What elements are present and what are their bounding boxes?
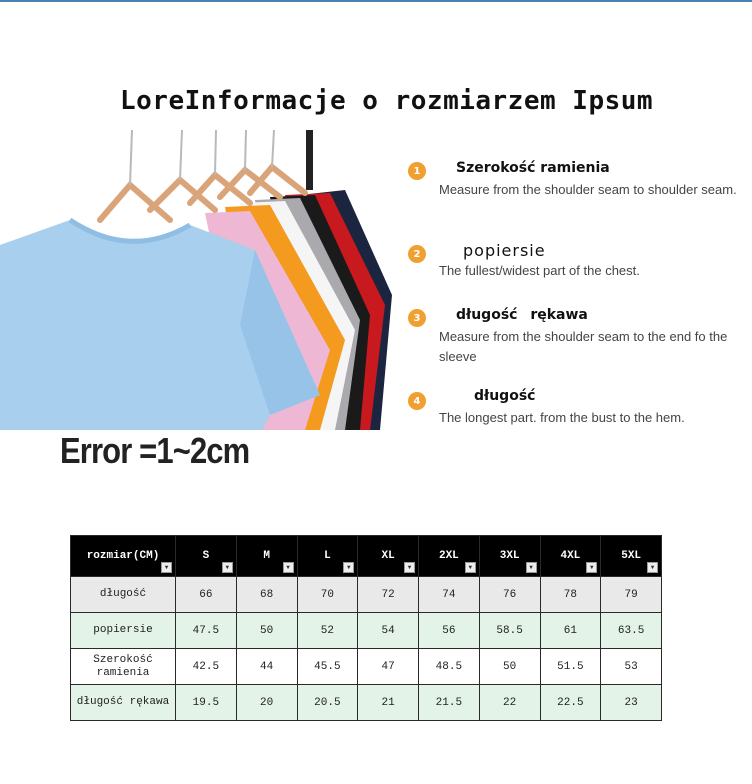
column-header-2xl[interactable] bbox=[419, 536, 480, 577]
column-header-s[interactable] bbox=[176, 536, 237, 577]
column-header-l[interactable] bbox=[297, 536, 358, 577]
table-row-length bbox=[71, 577, 662, 613]
table-cell: 23 bbox=[601, 685, 662, 721]
table-cell: 22 bbox=[479, 685, 540, 721]
header-label: 3XL bbox=[499, 550, 520, 562]
dropdown-arrow-icon[interactable]: ▼ bbox=[404, 562, 415, 573]
table-cell: 50 bbox=[479, 649, 540, 685]
column-header-xl[interactable] bbox=[358, 536, 419, 577]
table-cell: 44 bbox=[236, 649, 297, 685]
table-cell: 61 bbox=[540, 613, 601, 649]
header-label: 4XL bbox=[560, 550, 581, 562]
number-badge-icon: 1 bbox=[408, 162, 426, 180]
table-cell: 21 bbox=[358, 685, 419, 721]
column-header-5xl[interactable] bbox=[601, 536, 662, 577]
table-cell: 52 bbox=[297, 613, 358, 649]
table-cell: 19.5 bbox=[176, 685, 237, 721]
dropdown-arrow-icon[interactable]: ▼ bbox=[526, 562, 537, 573]
header-label: 2XL bbox=[438, 550, 459, 562]
row-label: Szerokość ramienia bbox=[71, 649, 176, 685]
measurement-title: długość bbox=[474, 388, 536, 404]
table-cell: 78 bbox=[540, 577, 601, 613]
table-cell: 50 bbox=[236, 613, 297, 649]
measurement-title: popiersie bbox=[463, 241, 546, 260]
table-header-row bbox=[71, 536, 662, 577]
table-cell: 48.5 bbox=[419, 649, 480, 685]
measurement-title: długość rękawa bbox=[456, 307, 588, 323]
table-cell: 45.5 bbox=[297, 649, 358, 685]
table-cell: 51.5 bbox=[540, 649, 601, 685]
table-cell: 53 bbox=[601, 649, 662, 685]
table-cell: 63.5 bbox=[601, 613, 662, 649]
dropdown-arrow-icon[interactable]: ▼ bbox=[283, 562, 294, 573]
column-header-m[interactable] bbox=[236, 536, 297, 577]
table-cell: 47.5 bbox=[176, 613, 237, 649]
table-cell: 20 bbox=[236, 685, 297, 721]
top-border-line bbox=[0, 0, 752, 2]
number-badge-icon: 2 bbox=[408, 245, 426, 263]
header-label: M bbox=[263, 550, 270, 562]
table-cell: 58.5 bbox=[479, 613, 540, 649]
header-label: L bbox=[324, 550, 331, 562]
table-row-shoulder bbox=[71, 649, 662, 685]
number-badge-icon: 3 bbox=[408, 309, 426, 327]
column-header-size[interactable] bbox=[71, 536, 176, 577]
column-header-3xl[interactable] bbox=[479, 536, 540, 577]
dropdown-arrow-icon[interactable]: ▼ bbox=[343, 562, 354, 573]
dropdown-arrow-icon[interactable]: ▼ bbox=[161, 562, 172, 573]
dropdown-arrow-icon[interactable]: ▼ bbox=[222, 562, 233, 573]
table-cell: 72 bbox=[358, 577, 419, 613]
header-label: rozmiar(CM) bbox=[86, 550, 160, 562]
header-label: 5XL bbox=[621, 550, 642, 562]
dropdown-arrow-icon[interactable]: ▼ bbox=[586, 562, 597, 573]
dropdown-arrow-icon[interactable]: ▼ bbox=[647, 562, 658, 573]
table-cell: 70 bbox=[297, 577, 358, 613]
table-cell: 42.5 bbox=[176, 649, 237, 685]
table-cell: 22.5 bbox=[540, 685, 601, 721]
measurement-description: Measure from the shoulder seam to the end fo the sleeve bbox=[439, 329, 728, 364]
page-title: LoreInformacje o rozmiarzem Ipsum bbox=[120, 86, 654, 116]
table-cell: 68 bbox=[236, 577, 297, 613]
table-cell: 54 bbox=[358, 613, 419, 649]
row-label: popiersie bbox=[71, 613, 176, 649]
row-label: długość bbox=[71, 577, 176, 613]
error-tolerance-note: Error =1~2cm bbox=[60, 430, 250, 471]
size-chart-table bbox=[70, 535, 662, 721]
measurement-description: The longest part. from the bust to the hem. bbox=[439, 410, 685, 425]
table-row-sleeve bbox=[71, 685, 662, 721]
table-cell: 20.5 bbox=[297, 685, 358, 721]
table-cell: 66 bbox=[176, 577, 237, 613]
measurement-description: The fullest/widest part of the chest. bbox=[439, 263, 640, 278]
table-cell: 47 bbox=[358, 649, 419, 685]
table-cell: 21.5 bbox=[419, 685, 480, 721]
table-cell: 74 bbox=[419, 577, 480, 613]
table-row-chest bbox=[71, 613, 662, 649]
header-label: XL bbox=[381, 550, 395, 562]
table-cell: 76 bbox=[479, 577, 540, 613]
measurement-description: Measure from the shoulder seam to shoulder seam. bbox=[439, 182, 737, 197]
dropdown-arrow-icon[interactable]: ▼ bbox=[465, 562, 476, 573]
row-label: długość rękawa bbox=[71, 685, 176, 721]
tshirts-on-hangers-image bbox=[0, 125, 400, 435]
table-cell: 79 bbox=[601, 577, 662, 613]
header-label: S bbox=[202, 550, 210, 562]
number-badge-icon: 4 bbox=[408, 392, 426, 410]
measurement-title: Szerokość ramienia bbox=[456, 160, 610, 176]
table-cell: 56 bbox=[419, 613, 480, 649]
column-header-4xl[interactable] bbox=[540, 536, 601, 577]
